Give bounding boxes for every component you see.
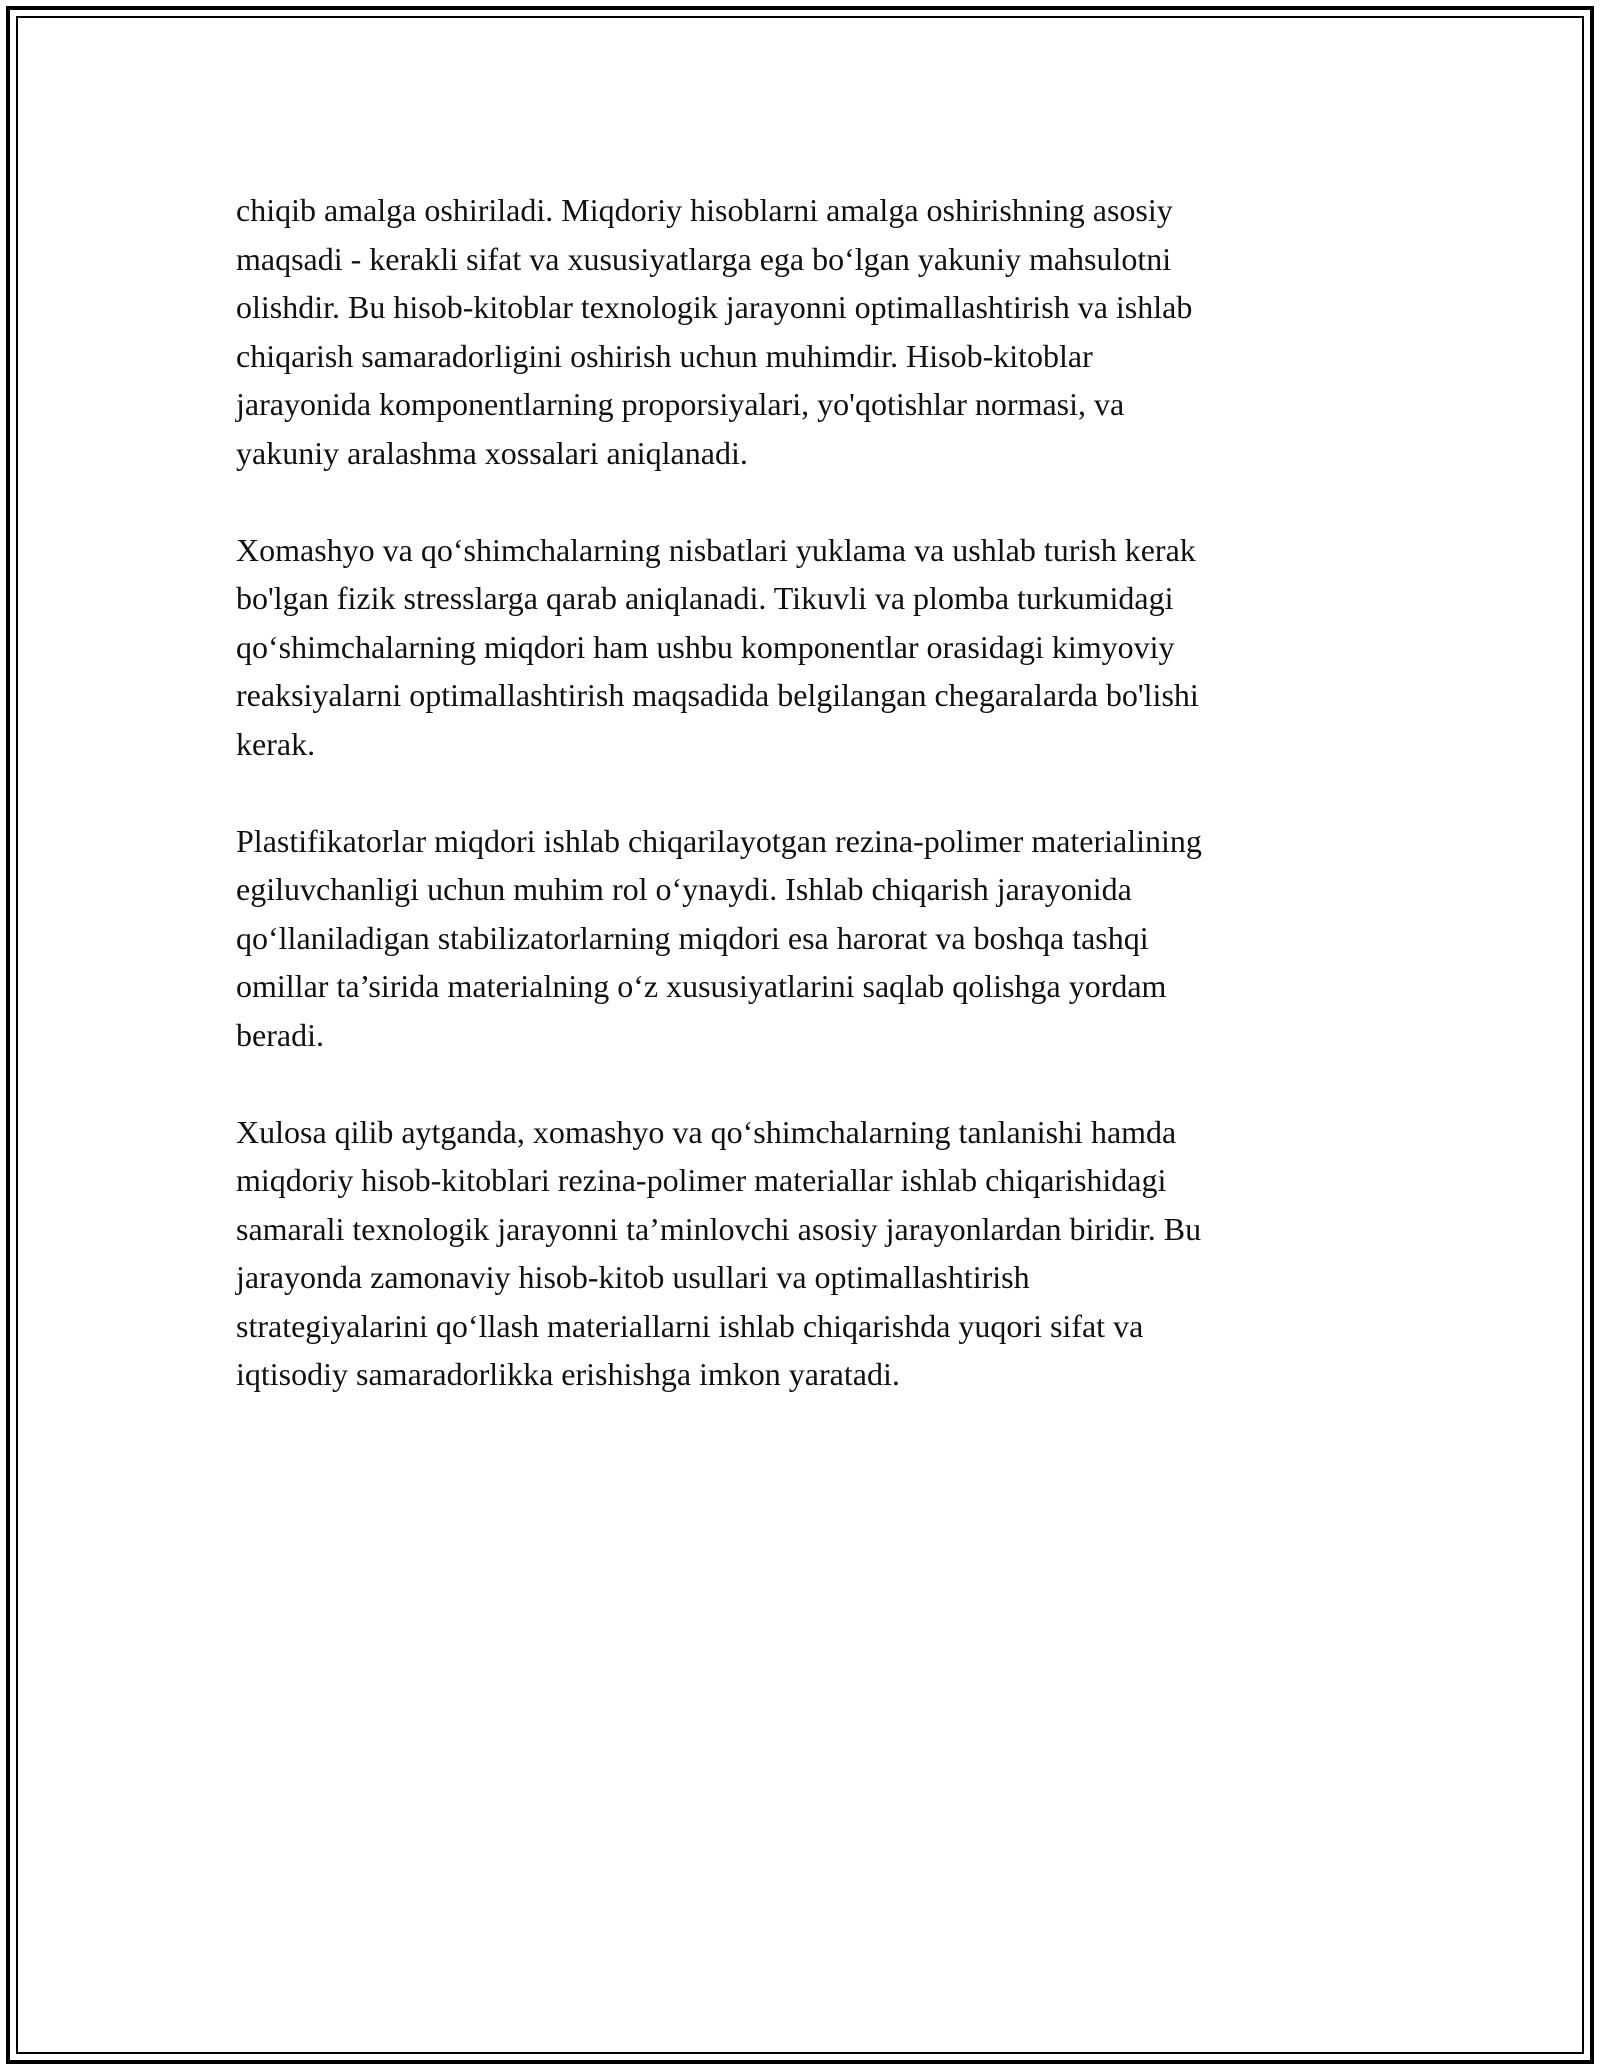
text-line: kerak. [236, 725, 316, 762]
text-line: omillar ta’sirida materialning o‘z xususiyatlarini saqlab qolishga yordam [236, 968, 1167, 1005]
paragraph-1 [236, 186, 1356, 478]
paragraph-4 [236, 1108, 1356, 1400]
text-line: qo‘shimchalarning miqdori ham ushbu komponentlar orasidagi kimyoviy [236, 628, 1175, 665]
paragraph-2 [236, 526, 1356, 769]
text-line: reaksiyalarni optimallashtirish maqsadida belgilangan chegaralarda bo'lishi [236, 677, 1199, 714]
text-line: Plastifikatorlar miqdori ishlab chiqarilayotgan rezina-polimer materialining [236, 822, 1202, 859]
text-line: maqsadi - kerakli sifat va xususiyatlarga ega bo‘lgan yakuniy mahsulotni [236, 240, 1172, 277]
text-line: jarayonida komponentlarning proporsiyalari, yo'qotishlar normasi, va [236, 386, 1125, 423]
text-line: samarali texnologik jarayonni ta’minlovchi asosiy jarayonlardan biridir. Bu [236, 1210, 1202, 1247]
text-line: chiqarish samaradorligini oshirish uchun muhimdir. Hisob-kitoblar [236, 337, 1093, 374]
text-line: beradi. [236, 1016, 324, 1053]
text-line: yakuniy aralashma xossalari aniqlanadi. [236, 434, 748, 471]
text-line: bo'lgan fizik stresslarga qarab aniqlanadi. Tikuvli va plomba turkumidagi [236, 580, 1174, 617]
text-line: Xomashyo va qo‘shimchalarning nisbatlari yuklama va ushlab turish kerak [236, 531, 1196, 568]
paragraph-3 [236, 817, 1356, 1060]
text-line: miqdoriy hisob-kitoblari rezina-polimer materiallar ishlab chiqarishidagi [236, 1162, 1167, 1199]
text-line: strategiyalarini qo‘llash materiallarni ishlab chiqarishda yuqori sifat va [236, 1307, 1144, 1344]
text-line: jarayonda zamonaviy hisob-kitob usullari va optimallashtirish [236, 1259, 1030, 1296]
text-line: olishdir. Bu hisob-kitoblar texnologik jarayonni optimallashtirish va ishlab [236, 289, 1193, 326]
text-line: egiluvchanligi uchun muhim rol o‘ynaydi. Ishlab chiqarish jarayonida [236, 871, 1132, 908]
text-line: Xulosa qilib aytganda, xomashyo va qo‘shimchalarning tanlanishi hamda [236, 1113, 1177, 1150]
text-line: chiqib amalga oshiriladi. Miqdoriy hisoblarni amalga oshirishning asosiy [236, 192, 1173, 228]
text-line: iqtisodiy samaradorlikka erishishga imkon yaratadi. [236, 1356, 900, 1393]
text-line: qo‘llaniladigan stabilizatorlarning miqdori esa harorat va boshqa tashqi [236, 919, 1149, 956]
document-body [236, 186, 1356, 1447]
